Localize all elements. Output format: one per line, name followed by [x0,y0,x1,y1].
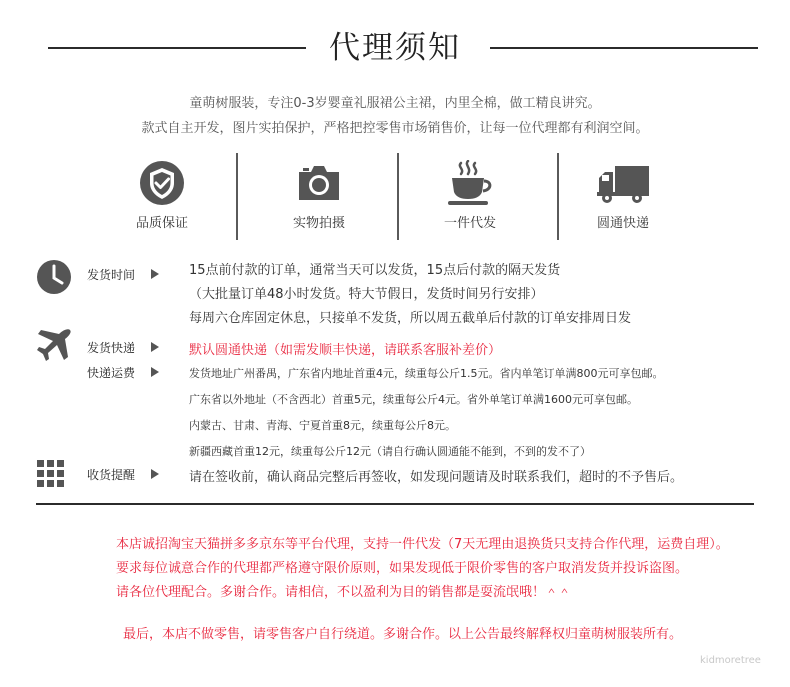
airplane-icon [34,327,74,363]
freight-line: 新疆西藏首重12元，续重每公斤12元（请自行确认圆通能不能到，不到的发不了） [189,445,591,458]
shipping-time-line: 每周六仓库固定休息，只接单不发货，所以周五截单后付款的订单安排周日发 [189,311,632,326]
feature-photo [269,160,369,231]
notice-line: 本店诚招淘宝天猫拼多多京东等平台代理，支持一件代发（7天无理由退换货只支持合作代理，运费自理）。 [116,537,729,552]
arrow-icon [151,269,159,279]
arrow-icon [151,469,159,479]
feature-label: 一件代发 [443,216,496,231]
delivery-truck-icon [595,160,651,206]
intro-line-1: 童萌树服装，专注0-3岁婴童礼服裙公主裙，内里全棉，做工精良讲究。 [189,96,601,111]
notice-line: 最后，本店不做零售，请零售客户自行绕道。多谢合作。以上公告最终解释权归童萌树服装所有。 [123,627,683,642]
freight-line: 内蒙古、甘肃、青海、宁夏首重8元，续重每公斤8元。 [189,419,456,432]
intro-line-2: 款式自主开发，图片实拍保护，严格把控零售市场销售价，让每一位代理都有利润空间。 [141,121,649,136]
freight-line: 广东省以外地址（不含西北）首重5元，续重每公斤4元。省外单笔订单满1600元可享包邮。 [189,393,638,406]
brand-watermark: kidmoretree [700,655,761,666]
feature-label: 品质保证 [135,216,188,231]
shipping-time-label: 发货时间 [87,268,136,282]
feature-label: 圆通快递 [596,216,649,231]
feature-express [573,160,673,231]
express-text: 默认圆通快递（如需发顺丰快递，请联系客服补差价） [189,343,502,358]
arrow-icon [151,342,159,352]
feature-quality [112,160,212,231]
freight-label: 快递运费 [87,366,136,380]
grid-icon [37,460,65,488]
feature-dropship [420,160,520,231]
express-label: 发货快递 [87,341,136,355]
notice-line: 要求每位诚意合作的代理都严格遵守限价原则，如果发现低于限价零售的客户取消发货并投诉盗图。 [116,561,689,576]
shipping-time-line: 15点前付款的订单，通常当天可以发货，15点后付款的隔天发货 [189,263,561,278]
feature-divider [557,153,559,240]
page-title: 代理须知 [329,30,461,66]
arrow-icon [151,367,159,377]
shield-check-icon [139,160,185,206]
clock-icon [36,259,72,295]
feature-divider [236,153,238,240]
feature-divider [397,153,399,240]
receipt-label: 收货提醒 [87,468,136,482]
feature-label: 实物拍摄 [292,216,345,231]
notice-line: 请各位代理配合。多谢合作。请相信，不以盈利为目的销售都是耍流氓哦！＾＾ [116,585,572,600]
section-divider [36,503,754,505]
receipt-text: 请在签收前，确认商品完整后再签收，如发现问题请及时联系我们，超时的不予售后。 [189,470,684,485]
coffee-cup-icon [444,160,496,206]
shipping-time-line: （大批量订单48小时发货。特大节假日，发货时间另行安排） [189,287,544,302]
camera-icon [295,160,343,206]
freight-line: 发货地址广州番禺，广东省内地址首重4元，续重每公斤1.5元。省内单笔订单满800元可享包邮。 [189,367,664,380]
